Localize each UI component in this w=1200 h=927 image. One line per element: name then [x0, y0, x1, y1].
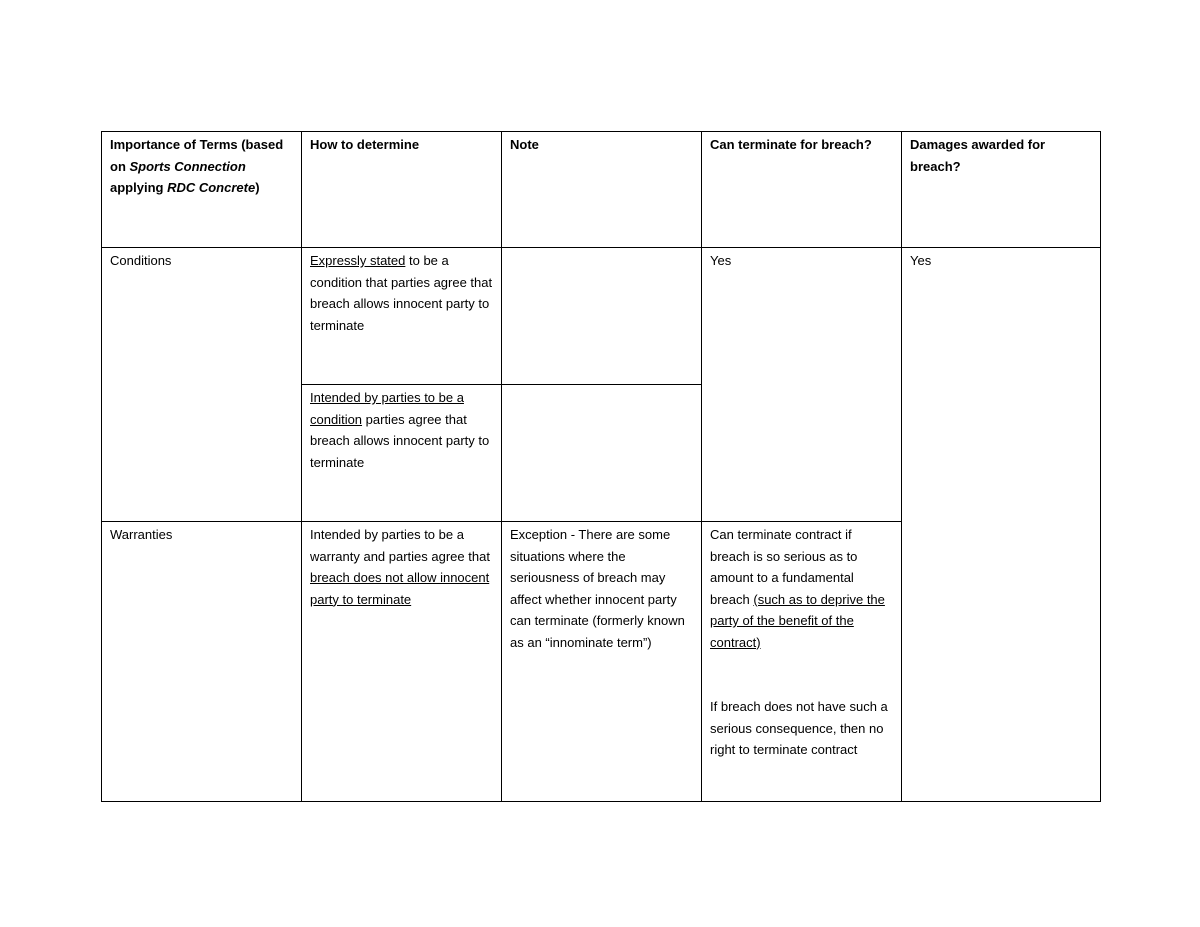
header-note: Note: [502, 132, 702, 248]
warranties-terminate: [702, 522, 902, 802]
header-how-to-determine: How to determine: [302, 132, 502, 248]
warranties-note: Exception - There are some situations where the seriousness of breach may affect whether innocent party can terminate (formerly known as an “innominate term”): [502, 522, 702, 802]
warranties-terminate-underlined: (such as to deprive the party of the benefit of the contract): [710, 591, 885, 650]
header-row: [102, 132, 1101, 248]
case-rdc-concrete: RDC Concrete: [167, 180, 256, 195]
damages-value: Yes: [902, 248, 1101, 802]
warranties-how: [302, 522, 502, 802]
header-can-terminate: Can terminate for breach?: [702, 132, 902, 248]
terms-table: [101, 131, 1101, 802]
conditions-how-expressly-stated: [302, 248, 502, 385]
intended-condition-underlined: Intended by parties to be a condition: [310, 390, 464, 427]
expressly-stated-underlined: Expressly stated: [310, 253, 406, 268]
paragraph-gap: [710, 653, 893, 696]
conditions-how-intended: [302, 385, 502, 522]
conditions-note-empty: [502, 248, 702, 385]
intended-condition-rest: parties agree that breach allows innocent party to terminate: [310, 411, 490, 470]
case-sports-connection: Sports Connection: [129, 158, 246, 174]
header-terms-text-2: applying: [110, 180, 168, 195]
header-damages: Damages awarded for breach?: [902, 132, 1101, 248]
warranties-how-underlined: breach does not allow innocent party to terminate: [310, 570, 490, 607]
warranties-terminate-second: If breach does not have such a serious consequence, then no right to terminate contract: [710, 699, 888, 757]
conditions-note-empty-2: [502, 385, 702, 522]
header-importance-of-terms: [102, 132, 302, 248]
conditions-row: [102, 248, 1101, 385]
header-terms-text-3: ): [255, 180, 260, 195]
conditions-terminate: Yes: [702, 248, 902, 522]
expressly-stated-rest: to be a condition that parties agree that breach allows innocent party to terminate: [310, 253, 493, 333]
conditions-label: Conditions: [102, 248, 302, 522]
warranties-how-plain: Intended by parties to be a warranty and parties agree that: [310, 527, 490, 564]
warranties-terminate-first: [710, 524, 893, 653]
header-terms-text-1: Importance of Terms (based on: [110, 137, 284, 174]
warranties-label: Warranties: [102, 522, 302, 802]
warranties-terminate-plain: Can terminate contract if breach is so serious as to amount to a fundamental breach: [710, 527, 858, 607]
